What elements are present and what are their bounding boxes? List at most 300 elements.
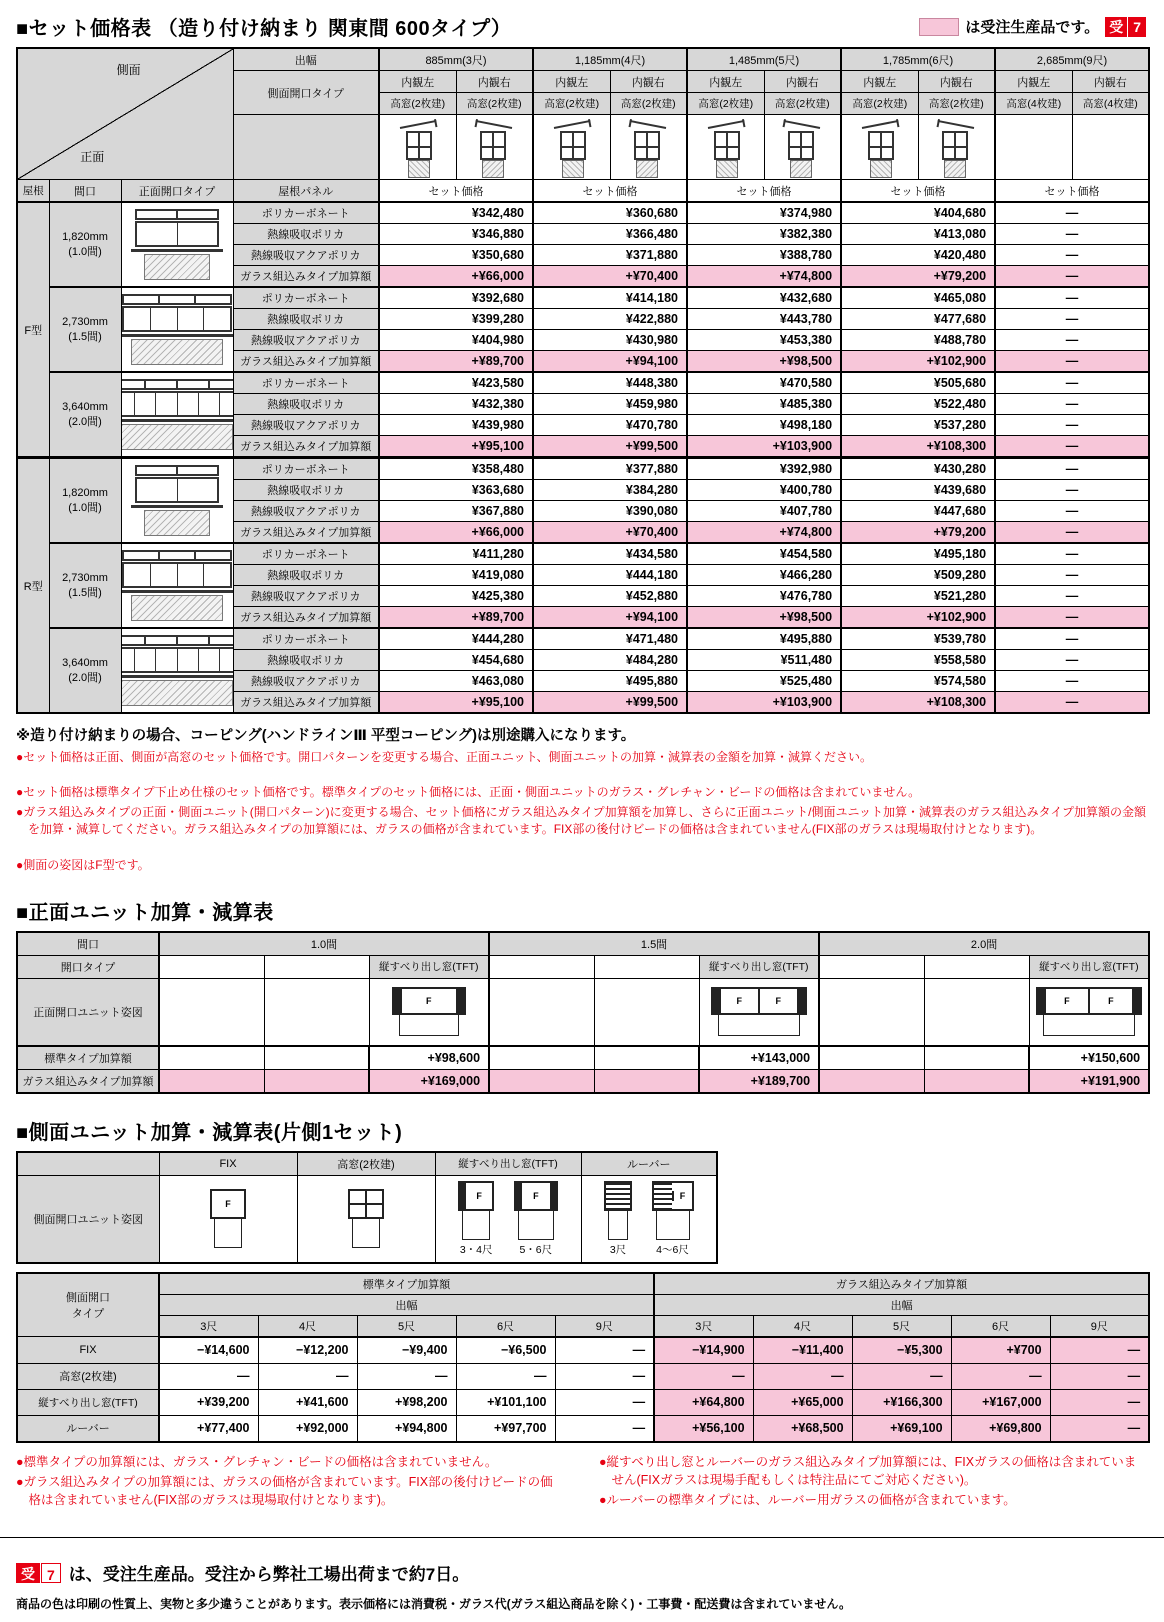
note-red: ●セット価格は正面、側面が高窓のセット価格です。開口パターンを変更する場合、正面ユニット、側面ユニットの加算・減算表の金額を加算・減算ください。 (16, 750, 873, 764)
view-header: 内観右 (456, 71, 533, 93)
price-cell: ¥558,580 (841, 650, 995, 671)
side-unit-price-table (16, 1272, 1150, 1443)
price-cell: +¥97,700 (456, 1415, 555, 1442)
price-cell: −¥6,500 (456, 1337, 555, 1364)
price-cell: +¥69,100 (852, 1415, 951, 1442)
span-header: 間口 (17, 932, 159, 956)
price-cell: ¥471,480 (533, 628, 687, 650)
price-cell: ¥411,280 (379, 543, 533, 565)
price-cell: — (995, 565, 1149, 586)
roof-header: 屋根 (17, 180, 49, 203)
price-cell: ¥414,180 (533, 287, 687, 309)
size-header: 6尺 (456, 1315, 555, 1337)
price-cell: ¥367,880 (379, 501, 533, 522)
price-cell: +¥69,800 (951, 1415, 1050, 1442)
price-cell: — (1050, 1389, 1149, 1415)
side-view-left-icon (379, 115, 456, 180)
price-cell: ¥470,580 (687, 372, 841, 394)
size-header: 4尺 (753, 1315, 852, 1337)
glass-addon-label: ガラス組込みタイプ加算額 (233, 351, 379, 373)
price-cell: — (357, 1363, 456, 1389)
set-price-header: セット価格 (533, 180, 687, 203)
addon-price-cell: — (995, 351, 1149, 373)
price-cell: ¥439,680 (841, 480, 995, 501)
empty-cell (819, 1069, 924, 1093)
price-cell: ¥443,780 (687, 309, 841, 330)
set-price-header: セット価格 (995, 180, 1149, 203)
tft-window-icon: F F (699, 978, 819, 1046)
view-header: 内観右 (918, 71, 995, 93)
depth-header: 出幅 (654, 1294, 1149, 1315)
tft-window-icon: F (369, 978, 489, 1046)
price-cell: — (995, 330, 1149, 351)
roof-panel-label: 熱線吸収アクアポリカ (233, 501, 379, 522)
price-cell: — (995, 671, 1149, 692)
price-cell: ¥465,080 (841, 287, 995, 309)
size-header: 5尺 (357, 1315, 456, 1337)
note-red: ●ガラス組込みタイプの正面・側面ユニット(開口パターン)に変更する場合、セット価格にガラス組込みタイプ加算額を加算し、さらに正面ユニット/側面ユニット加算・減算表のガラス組込みタイプ加算額の金額を加算・減算してください。ガラス組込みタイプの加算額には、ガラスの価格が含まれています。FIX部の後付けビードの価格は含まれていません(FIX部のガラスは現場取付けとなります)。 (16, 804, 1147, 837)
addon-price-cell: +¥79,200 (841, 266, 995, 288)
price-cell: ¥346,880 (379, 224, 533, 245)
addon-price-cell: — (995, 266, 1149, 288)
addon-price-cell: +¥94,100 (533, 351, 687, 373)
price-cell: +¥167,000 (951, 1389, 1050, 1415)
price-cell: ¥488,780 (841, 330, 995, 351)
addon-price-cell: +¥108,300 (841, 436, 995, 458)
front-elevation-icon (121, 202, 233, 287)
addon-price-cell: +¥99,500 (533, 436, 687, 458)
price-cell: −¥12,200 (258, 1337, 357, 1364)
price-cell: ¥444,180 (533, 565, 687, 586)
price-cell: ¥382,380 (687, 224, 841, 245)
price-cell: ¥360,680 (533, 202, 687, 224)
side-view-right-icon (764, 115, 841, 180)
row-header-fix: FIX (17, 1337, 159, 1364)
price-cell: — (995, 501, 1149, 522)
addon-price-cell: +¥98,500 (687, 607, 841, 629)
addon-price-cell: +¥66,000 (379, 522, 533, 544)
addon-price-cell: +¥98,500 (687, 351, 841, 373)
front-elevation-icon (121, 287, 233, 372)
size-header: 5尺 (852, 1315, 951, 1337)
size-header: 4尺 (258, 1315, 357, 1337)
addon-price-cell: — (995, 607, 1149, 629)
price-cell: ¥447,680 (841, 501, 995, 522)
price-cell: — (1050, 1415, 1149, 1442)
addon-price-cell: +¥143,000 (699, 1046, 819, 1070)
price-cell: — (753, 1363, 852, 1389)
empty-cell (594, 1069, 699, 1093)
glass-addon-label: ガラス組込みタイプ加算額 (233, 522, 379, 544)
empty-cell (924, 955, 1029, 978)
roof-panel-label: ポリカーボネート (233, 628, 379, 650)
price-cell: ¥404,680 (841, 202, 995, 224)
depth-size-header: 1,185mm(4尺) (533, 48, 687, 71)
empty-cell (159, 978, 264, 1046)
price-cell: — (995, 372, 1149, 394)
price-cell: ¥495,880 (533, 671, 687, 692)
price-cell: ¥470,780 (533, 415, 687, 436)
std-addon-header: 標準タイプ加算額 (17, 1046, 159, 1070)
empty-cell (159, 955, 264, 978)
price-cell: — (456, 1363, 555, 1389)
empty-cell (995, 115, 1072, 180)
empty-cell (1072, 115, 1149, 180)
roof-panel-label: 熱線吸収ポリカ (233, 565, 379, 586)
roof-panel-header: 屋根パネル (233, 180, 379, 203)
price-cell: ¥505,680 (841, 372, 995, 394)
price-cell: −¥14,900 (654, 1337, 753, 1364)
price-cell: +¥166,300 (852, 1389, 951, 1415)
addon-price-cell: +¥74,800 (687, 266, 841, 288)
corner-side-label: 側面 (116, 63, 141, 77)
empty-cell (924, 1069, 1029, 1093)
empty-cell (924, 1046, 1029, 1070)
price-cell: ¥432,380 (379, 394, 533, 415)
page-title: ■セット価格表 （造り付け納まり 関東間 600タイプ） (16, 18, 512, 40)
empty-cell (819, 978, 924, 1046)
price-cell: ¥413,080 (841, 224, 995, 245)
price-cell: — (995, 287, 1149, 309)
roof-panel-label: 熱線吸収ポリカ (233, 309, 379, 330)
price-cell: — (852, 1363, 951, 1389)
empty-cell (264, 1046, 369, 1070)
louver-icons: 3尺 F 4～6尺 (581, 1175, 717, 1263)
window-type-header: 高窓(2枚建) (764, 93, 841, 115)
bottom-notes (16, 1451, 1148, 1511)
window-type-header: 高窓(2枚建) (918, 93, 995, 115)
std-addon-header: 標準タイプ加算額 (159, 1273, 654, 1295)
price-cell: ¥439,980 (379, 415, 533, 436)
span-group-header: 1.5間 (489, 932, 819, 956)
price-cell: ¥420,480 (841, 245, 995, 266)
addon-price-cell: — (995, 692, 1149, 714)
depth-size-header: 1,785mm(6尺) (841, 48, 995, 71)
price-cell: ¥485,380 (687, 394, 841, 415)
front-unit-title: ■正面ユニット加算・減算表 (16, 901, 274, 924)
made-to-order-legend (919, 16, 1146, 37)
price-cell: ¥448,380 (533, 372, 687, 394)
price-cell: ¥459,980 (533, 394, 687, 415)
price-cell: — (555, 1415, 654, 1442)
view-header: 内観左 (687, 71, 764, 93)
order-badge: 受 7 (1105, 17, 1146, 37)
addon-price-cell: +¥70,400 (533, 266, 687, 288)
row-header-louver: ルーバー (17, 1415, 159, 1442)
size-header: 9尺 (1050, 1315, 1149, 1337)
empty-cell (159, 1046, 264, 1070)
front-elevation-icon (121, 372, 233, 458)
price-cell: — (995, 202, 1149, 224)
roof-panel-label: ポリカーボネート (233, 458, 379, 480)
legend-text: は受注生産品です。 (965, 19, 1100, 36)
empty-cell (264, 1069, 369, 1093)
set-price-header: セット価格 (841, 180, 995, 203)
addon-price-cell: +¥66,000 (379, 266, 533, 288)
depth-size-header: 885mm(3尺) (379, 48, 533, 71)
price-cell: ¥363,680 (379, 480, 533, 501)
span-group-header: 2.0間 (819, 932, 1149, 956)
front-elevation-icon (121, 543, 233, 628)
price-cell: ¥399,280 (379, 309, 533, 330)
view-header: 内観左 (379, 71, 456, 93)
roof-type-r: R型 (17, 458, 49, 714)
price-cell: ¥484,280 (533, 650, 687, 671)
roof-panel-label: 熱線吸収アクアポリカ (233, 586, 379, 607)
price-cell: ¥374,980 (687, 202, 841, 224)
addon-price-cell: — (995, 436, 1149, 458)
price-cell: ¥444,280 (379, 628, 533, 650)
corner-diagonal-cell (17, 48, 233, 180)
roof-panel-label: 熱線吸収アクアポリカ (233, 415, 379, 436)
roof-panel-label: ポリカーボネート (233, 202, 379, 224)
glass-addon-header: ガラス組込みタイプ加算額 (17, 1069, 159, 1093)
span-cell: 2,730mm (1.5間) (49, 287, 121, 372)
price-cell: ¥539,780 (841, 628, 995, 650)
price-cell: — (995, 394, 1149, 415)
price-cell: −¥11,400 (753, 1337, 852, 1364)
side-unit-fig-header: 側面開口ユニット姿図 (17, 1175, 159, 1263)
price-cell: ¥422,880 (533, 309, 687, 330)
price-cell: −¥5,300 (852, 1337, 951, 1364)
depth-size-header: 2,685mm(9尺) (995, 48, 1149, 71)
roof-panel-label: 熱線吸収アクアポリカ (233, 245, 379, 266)
empty-cell (594, 1046, 699, 1070)
price-cell: — (995, 586, 1149, 607)
price-cell: ¥432,680 (687, 287, 841, 309)
set-price-header: セット価格 (687, 180, 841, 203)
pink-swatch-icon (919, 18, 959, 36)
addon-price-cell: +¥95,100 (379, 436, 533, 458)
window-type-header: 高窓(2枚建) (379, 93, 456, 115)
price-cell: +¥56,100 (654, 1415, 753, 1442)
price-cell: ¥452,880 (533, 586, 687, 607)
price-cell: ¥384,280 (533, 480, 687, 501)
empty-cell (489, 1069, 594, 1093)
addon-price-cell: +¥99,500 (533, 692, 687, 714)
price-cell: +¥77,400 (159, 1415, 258, 1442)
price-cell: ¥537,280 (841, 415, 995, 436)
window-type-header: 高窓(4枚建) (995, 93, 1072, 115)
roof-panel-label: 熱線吸収ポリカ (233, 394, 379, 415)
price-cell: — (258, 1363, 357, 1389)
price-cell: ¥377,880 (533, 458, 687, 480)
addon-price-cell: +¥95,100 (379, 692, 533, 714)
price-cell: — (555, 1337, 654, 1364)
note-coping: ※造り付け納まりの場合、コーピング(ハンドラインⅢ 平型コーピング)は別途購入になります。 (16, 728, 636, 744)
note-red: ●ルーバーの標準タイプには、ルーバー用ガラスの価格が含まれています。 (599, 1493, 1016, 1508)
price-cell: ¥522,480 (841, 394, 995, 415)
fix-icon: F (159, 1175, 297, 1263)
price-cell: +¥64,800 (654, 1389, 753, 1415)
note-red: ●ガラス組込みタイプの加算額には、ガラスの価格が含まれています。FIX部の後付けビードの価格は含まれていません(FIX部のガラスは現場取付けとなります)。 (16, 1475, 553, 1508)
view-header: 内観右 (764, 71, 841, 93)
roof-panel-label: ポリカーボネート (233, 372, 379, 394)
price-cell: ¥495,880 (687, 628, 841, 650)
addon-price-cell: +¥103,900 (687, 436, 841, 458)
front-elevation-icon (121, 628, 233, 713)
open-type-header: 開口タイプ (17, 955, 159, 978)
side-unit-title: ■側面ユニット加算・減算表(片側1セット) (16, 1121, 403, 1144)
price-cell: ¥454,580 (687, 543, 841, 565)
row-header-highwindow: 高窓(2枚建) (17, 1363, 159, 1389)
glass-addon-header: ガラス組込みタイプ加算額 (654, 1273, 1149, 1295)
price-cell: — (995, 650, 1149, 671)
window-type-header: 高窓(2枚建) (456, 93, 533, 115)
empty-cell (594, 978, 699, 1046)
price-cell: ¥477,680 (841, 309, 995, 330)
note-red: ●側面の姿図はF型です。 (16, 857, 150, 872)
price-cell: ¥498,180 (687, 415, 841, 436)
price-cell: +¥98,200 (357, 1389, 456, 1415)
price-cell: +¥65,000 (753, 1389, 852, 1415)
price-cell: +¥92,000 (258, 1415, 357, 1442)
roof-panel-label: 熱線吸収ポリカ (233, 480, 379, 501)
addon-price-cell: +¥94,100 (533, 607, 687, 629)
price-cell: ¥434,580 (533, 543, 687, 565)
col-header-highwindow: 高窓(2枚建) (297, 1152, 435, 1176)
depth-header: 出幅 (233, 48, 379, 71)
price-cell: ¥476,780 (687, 586, 841, 607)
price-cell: — (951, 1363, 1050, 1389)
addon-price-cell: +¥169,000 (369, 1069, 489, 1093)
span-group-header: 1.0間 (159, 932, 489, 956)
span-header: 間口 (49, 180, 121, 203)
tft-header: 縦すべり出し窓(TFT) (1029, 955, 1149, 978)
depth-size-header: 1,485mm(5尺) (687, 48, 841, 71)
window-type-header: 高窓(2枚建) (687, 93, 764, 115)
price-cell: ¥342,480 (379, 202, 533, 224)
price-cell: ¥392,680 (379, 287, 533, 309)
addon-price-cell: +¥150,600 (1029, 1046, 1149, 1070)
footer-order-note (16, 1560, 1148, 1585)
price-cell: ¥407,780 (687, 501, 841, 522)
addon-price-cell: +¥79,200 (841, 522, 995, 544)
price-cell: ¥350,680 (379, 245, 533, 266)
front-open-header: 正面開口タイプ (121, 180, 233, 203)
addon-price-cell: +¥89,700 (379, 607, 533, 629)
view-header: 内観左 (533, 71, 610, 93)
price-cell: ¥400,780 (687, 480, 841, 501)
price-cell: ¥454,680 (379, 650, 533, 671)
price-cell: — (1050, 1363, 1149, 1389)
size-header: 9尺 (555, 1315, 654, 1337)
window-type-header: 高窓(2枚建) (533, 93, 610, 115)
addon-price-cell: +¥103,900 (687, 692, 841, 714)
span-cell: 1,820mm (1.0間) (49, 202, 121, 287)
empty-cell (489, 978, 594, 1046)
addon-price-cell: +¥98,600 (369, 1046, 489, 1070)
side-view-right-icon (610, 115, 687, 180)
side-open-type-header: 側面開口 タイプ (17, 1273, 159, 1337)
span-cell: 3,640mm (2.0間) (49, 372, 121, 458)
empty-cell (819, 1046, 924, 1070)
price-cell: +¥94,800 (357, 1415, 456, 1442)
side-view-right-icon (918, 115, 995, 180)
order-badge: 受 7 (16, 1563, 61, 1583)
size-header: 6尺 (951, 1315, 1050, 1337)
note-red: ●標準タイプの加算額には、ガラス・グレチャン・ビードの価格は含まれていません。 (16, 1454, 498, 1469)
price-cell: ¥419,080 (379, 565, 533, 586)
roof-panel-label: 熱線吸収ポリカ (233, 224, 379, 245)
price-cell: ¥511,480 (687, 650, 841, 671)
price-cell: +¥700 (951, 1337, 1050, 1364)
glass-addon-label: ガラス組込みタイプ加算額 (233, 692, 379, 714)
side-view-left-icon (687, 115, 764, 180)
price-cell: ¥392,980 (687, 458, 841, 480)
empty-cell (819, 955, 924, 978)
corner-front-label: 正面 (80, 150, 105, 164)
price-cell: ¥358,480 (379, 458, 533, 480)
price-cell: +¥101,100 (456, 1389, 555, 1415)
footer-divider (0, 1537, 1164, 1538)
price-cell: ¥453,380 (687, 330, 841, 351)
price-cell: — (654, 1363, 753, 1389)
price-cell: ¥366,480 (533, 224, 687, 245)
price-cell: ¥423,580 (379, 372, 533, 394)
addon-price-cell: +¥102,900 (841, 607, 995, 629)
col-header-tft: 縦すべり出し窓(TFT) (435, 1152, 581, 1176)
price-cell: — (1050, 1337, 1149, 1364)
roof-panel-label: 熱線吸収アクアポリカ (233, 671, 379, 692)
price-cell: ¥404,980 (379, 330, 533, 351)
note-red: ●セット価格は標準タイプ下止め仕様のセット価格です。標準タイプのセット価格には、正面・側面ユニットのガラス・グレチャン・ビードの価格は含まれていません。 (16, 785, 921, 800)
price-cell: — (995, 245, 1149, 266)
price-cell: +¥41,600 (258, 1389, 357, 1415)
addon-price-cell: +¥70,400 (533, 522, 687, 544)
set-price-table (16, 47, 1150, 714)
tft-icons: F 3・4尺 F 5・6尺 (435, 1175, 581, 1263)
roof-panel-label: 熱線吸収アクアポリカ (233, 330, 379, 351)
empty-cell (159, 1069, 264, 1093)
front-unit-fig-header: 正面開口ユニット姿図 (17, 978, 159, 1046)
row-header-tft: 縦すべり出し窓(TFT) (17, 1389, 159, 1415)
view-header: 内観左 (841, 71, 918, 93)
empty-cell (264, 978, 369, 1046)
roof-panel-label: 熱線吸収ポリカ (233, 650, 379, 671)
high-window-icon (297, 1175, 435, 1263)
price-cell: −¥14,600 (159, 1337, 258, 1364)
price-cell: — (995, 543, 1149, 565)
price-cell: ¥430,980 (533, 330, 687, 351)
price-cell: — (159, 1363, 258, 1389)
price-cell: ¥390,080 (533, 501, 687, 522)
empty-cell (924, 978, 1029, 1046)
side-open-type-header: 側面開口タイプ (233, 71, 379, 115)
price-cell: — (555, 1363, 654, 1389)
addon-price-cell: +¥74,800 (687, 522, 841, 544)
price-cell: −¥9,400 (357, 1337, 456, 1364)
price-cell: +¥68,500 (753, 1415, 852, 1442)
view-header: 内観右 (610, 71, 687, 93)
window-type-header: 高窓(2枚建) (610, 93, 687, 115)
price-cell: — (995, 415, 1149, 436)
col-header-fix: FIX (159, 1152, 297, 1176)
front-unit-table (16, 931, 1150, 1094)
price-cell: — (555, 1389, 654, 1415)
price-cell: — (995, 480, 1149, 501)
price-cell: ¥430,280 (841, 458, 995, 480)
view-header: 内観右 (1072, 71, 1149, 93)
side-view-left-icon (533, 115, 610, 180)
size-header: 3尺 (654, 1315, 753, 1337)
price-cell: ¥466,280 (687, 565, 841, 586)
addon-price-cell: +¥189,700 (699, 1069, 819, 1093)
span-cell: 1,820mm (1.0間) (49, 458, 121, 544)
price-cell: — (995, 224, 1149, 245)
price-cell: +¥39,200 (159, 1389, 258, 1415)
price-cell: — (995, 458, 1149, 480)
